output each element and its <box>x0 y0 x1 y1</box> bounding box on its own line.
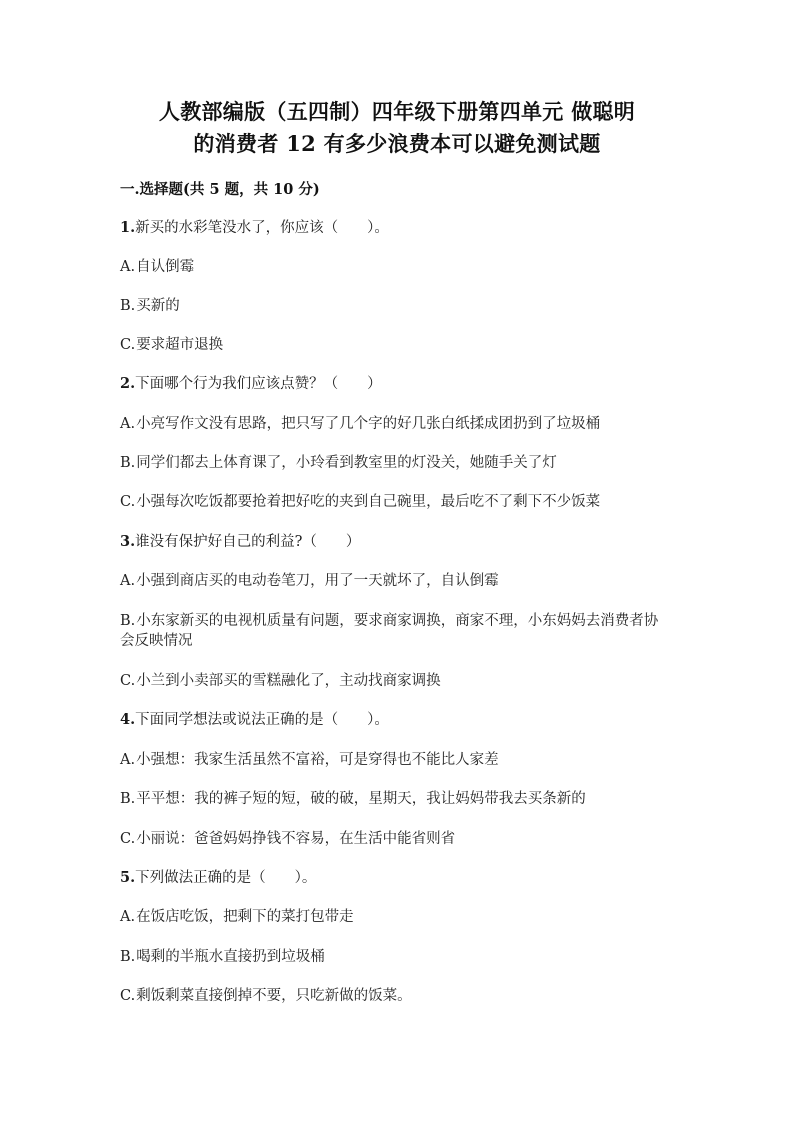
question-4-option-c <box>120 829 680 849</box>
question-2 <box>120 374 680 394</box>
question-5-option-a <box>120 907 680 927</box>
option-text: 小兰到小卖部买的雪糕融化了，主动找商家调换 <box>136 673 441 689</box>
question-stem: 新买的水彩笔没水了，你应该（ ）。 <box>135 220 389 236</box>
question-stem: 下面哪个行为我们应该点赞？（ ） <box>135 376 382 392</box>
question-1 <box>120 218 680 238</box>
question-stem: 下面同学想法或说法正确的是（ ）。 <box>135 712 389 728</box>
question-4 <box>120 710 680 730</box>
option-text: 小强每次吃饭都要抢着把好吃的夹到自己碗里，最后吃不了剩下不少饭菜 <box>136 494 601 510</box>
question-1-option-b <box>120 296 680 316</box>
question-3 <box>120 532 680 552</box>
option-label: B. <box>120 949 136 965</box>
question-2-option-c <box>120 492 680 512</box>
title-line-2: 的消费者 12 有多少浪费本可以避免测试题 <box>193 131 601 156</box>
option-text: 小强到商店买的电动卷笔刀，用了一天就坏了，自认倒霉 <box>136 573 499 589</box>
section-heading: 一.选择题(共 5 题，共 10 分) <box>120 181 320 198</box>
question-4-option-a <box>120 750 680 770</box>
option-label: B. <box>120 791 136 807</box>
question-number: 4. <box>120 711 136 728</box>
question-2-option-b <box>120 453 680 473</box>
option-text: 小亮写作文没有思路，把只写了几个字的好几张白纸揉成团扔到了垃圾桶 <box>136 416 601 432</box>
option-label: A. <box>120 259 136 275</box>
question-stem: 谁没有保护好自己的利益?（ ） <box>135 534 361 550</box>
option-text: 要求超市退换 <box>136 337 224 353</box>
option-text: 喝剩的半瓶水直接扔到垃圾桶 <box>136 949 325 965</box>
question-4-option-b <box>120 789 680 809</box>
question-5-option-c <box>120 986 680 1006</box>
question-number: 3. <box>120 533 136 550</box>
option-text: 自认倒霉 <box>136 259 195 275</box>
question-5 <box>120 868 680 888</box>
option-label: C. <box>120 831 136 847</box>
option-label: B. <box>120 613 136 629</box>
question-1-option-a <box>120 257 680 277</box>
option-text: 同学们都去上体育课了，小玲看到教室里的灯没关，她随手关了灯 <box>136 455 557 471</box>
question-3-option-b <box>120 611 660 651</box>
option-label: C. <box>120 337 136 353</box>
option-text: 小强想：我家生活虽然不富裕，可是穿得也不能比人家差 <box>136 752 499 768</box>
option-text: 买新的 <box>136 298 180 314</box>
question-1-option-c <box>120 335 680 355</box>
option-label: A. <box>120 573 136 589</box>
option-label: C. <box>120 673 136 689</box>
option-label: B. <box>120 455 136 471</box>
page-title <box>100 96 694 160</box>
question-3-option-c <box>120 671 680 691</box>
option-label: B. <box>120 298 136 314</box>
option-text: 小丽说：爸爸妈妈挣钱不容易，在生活中能省则省 <box>136 831 456 847</box>
option-label: C. <box>120 988 136 1004</box>
option-label: C. <box>120 494 136 510</box>
question-3-option-a <box>120 571 680 591</box>
title-line-1: 人教部编版（五四制）四年级下册第四单元 做聪明 <box>158 99 636 124</box>
question-2-option-a <box>120 414 680 434</box>
option-label: A. <box>120 752 136 768</box>
question-stem: 下列做法正确的是（ ）。 <box>135 870 317 886</box>
question-number: 1. <box>120 219 136 236</box>
option-text: 剩饭剩菜直接倒掉不要，只吃新做的饭菜。 <box>136 988 412 1004</box>
option-label: A. <box>120 909 136 925</box>
option-text: 平平想：我的裤子短的短，破的破，星期天，我让妈妈带我去买条新的 <box>136 791 586 807</box>
question-5-option-b <box>120 947 680 967</box>
option-text: 小东家新买的电视机质量有问题，要求商家调换，商家不理，小东妈妈去消费者协会反映情况 <box>120 613 659 649</box>
question-number: 2. <box>120 375 136 392</box>
option-text: 在饭店吃饭，把剩下的菜打包带走 <box>136 909 354 925</box>
question-number: 5. <box>120 869 136 886</box>
option-label: A. <box>120 416 136 432</box>
